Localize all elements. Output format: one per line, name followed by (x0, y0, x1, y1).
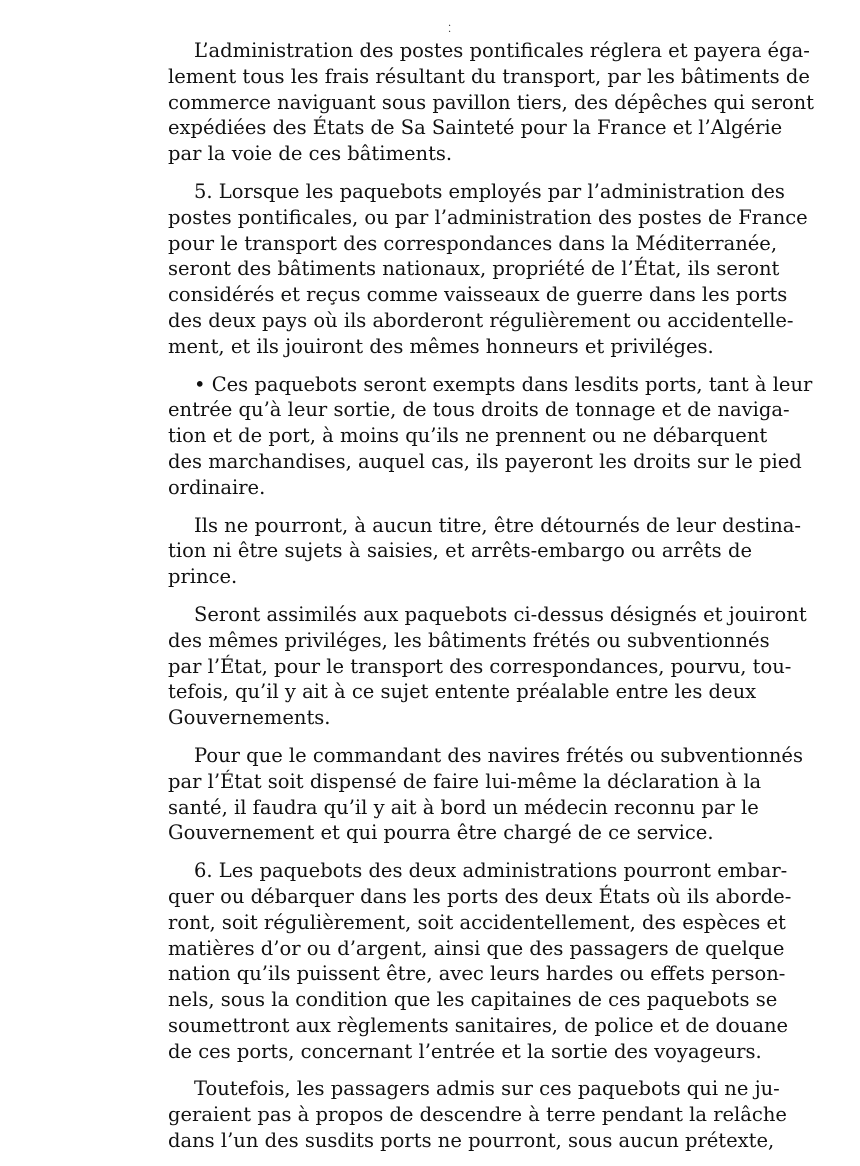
text-line: Ils ne pourront, à aucun titre, être détournés de leur destina- (194, 513, 801, 537)
paragraph-5 (168, 602, 807, 731)
text-line: par la voie de ces bâtiments. (168, 142, 453, 166)
text-line: Gouvernement et qui pourra être chargé de ce service. (168, 821, 714, 845)
text-line: L’administration des postes pontificales réglera et payera éga- (194, 39, 810, 62)
text-line: expédiées des États de Sa Sainteté pour la France et l’Algérie (168, 116, 783, 140)
paragraph-6 (168, 743, 803, 846)
paragraph-8 (168, 1076, 787, 1153)
text-line: par l’État, pour le transport des correspondances, pourvu, tou- (168, 654, 792, 678)
text-line: 6. Les paquebots des deux administrations pourront embar- (194, 859, 788, 883)
text-line: nation qu’ils puissent être, avec leurs hardes ou effets person- (168, 962, 786, 986)
text-line: Seront assimilés aux paquebots ci-dessus désignés et jouiront (194, 602, 807, 626)
text-line: Pour que le commandant des navires frétés ou subventionnés (194, 743, 803, 767)
text-line: Toutefois, les passagers admis sur ces paquebots qui ne ju- (194, 1077, 780, 1101)
text-line: matières d’or ou d’argent, ainsi que des passagers de quelque (168, 936, 785, 960)
text-line: de ces ports, concernant l’entrée et la sortie des voyageurs. (168, 1039, 762, 1063)
paragraph-3 (168, 372, 813, 501)
text-line: entrée qu’à leur sortie, de tous droits de tonnage et de naviga- (168, 398, 790, 422)
paragraph-4 (168, 513, 801, 590)
text-line: quer ou débarquer dans les ports des deux États où ils aborde- (168, 884, 792, 908)
body-text (168, 38, 815, 1166)
text-line: par l’État soit dispensé de faire lui-même la déclaration à la (168, 769, 762, 793)
text-line: 5. Lorsque les paquebots employés par l’administration des (194, 179, 785, 203)
text-line: tion ni être sujets à saisies, et arrêts-embargo ou arrêts de (168, 539, 752, 563)
text-line: lement tous les frais résultant du transport, par les bâtiments de (168, 64, 810, 88)
text-line: santé, il faudra qu’il y ait à bord un médecin reconnu par le (168, 795, 759, 819)
text-line: ment, et ils jouiront des mêmes honneurs et priviléges. (168, 334, 714, 358)
paragraph-1 (168, 38, 815, 167)
text-line: tefois, qu’il y ait à ce sujet entente préalable entre les deux (168, 680, 757, 704)
text-line: commerce naviguant sous pavillon tiers, des dépêches qui seront (168, 90, 815, 114)
paragraph-article-5 (168, 179, 808, 360)
text-line: nels, sous la condition que les capitaines de ces paquebots se (168, 988, 778, 1012)
text-line: des mêmes priviléges, les bâtiments frétés ou subventionnés (168, 628, 770, 652)
text-line: des marchandises, auquel cas, ils payeront les droits sur le pied (168, 449, 802, 473)
text-line: des deux pays où ils aborderont régulièrement ou accidentelle- (168, 308, 794, 332)
top-mark: · · (448, 21, 470, 38)
text-line: seront des bâtiments nationaux, propriété de l’État, ils seront (168, 257, 780, 281)
text-line: postes pontificales, ou par l’administration des postes de France (168, 205, 808, 229)
text-line: Gouvernements. (168, 706, 331, 730)
text-line: dans l’un des susdits ports ne pourront, sous aucun prétexte, (168, 1129, 775, 1153)
text-line: pour le transport des correspondances dans la Méditerranée, (168, 231, 778, 255)
text-line: prince. (168, 565, 238, 589)
paragraph-article-6 (168, 858, 792, 1064)
text-line: soumettront aux règlements sanitaires, de police et de douane (168, 1013, 789, 1037)
text-line: considérés et reçus comme vaisseaux de guerre dans les ports (168, 283, 788, 307)
text-line: ordinaire. (168, 475, 266, 499)
text-line: • Ces paquebots seront exempts dans lesdits ports, tant à leur (194, 372, 813, 396)
text-line: tion et de port, à moins qu’ils ne prennent ou ne débarquent (168, 424, 768, 448)
text-line: ront, soit régulièrement, soit accidentellement, des espèces et (168, 910, 786, 934)
text-line: geraient pas à propos de descendre à terre pendant la relâche (168, 1103, 787, 1127)
